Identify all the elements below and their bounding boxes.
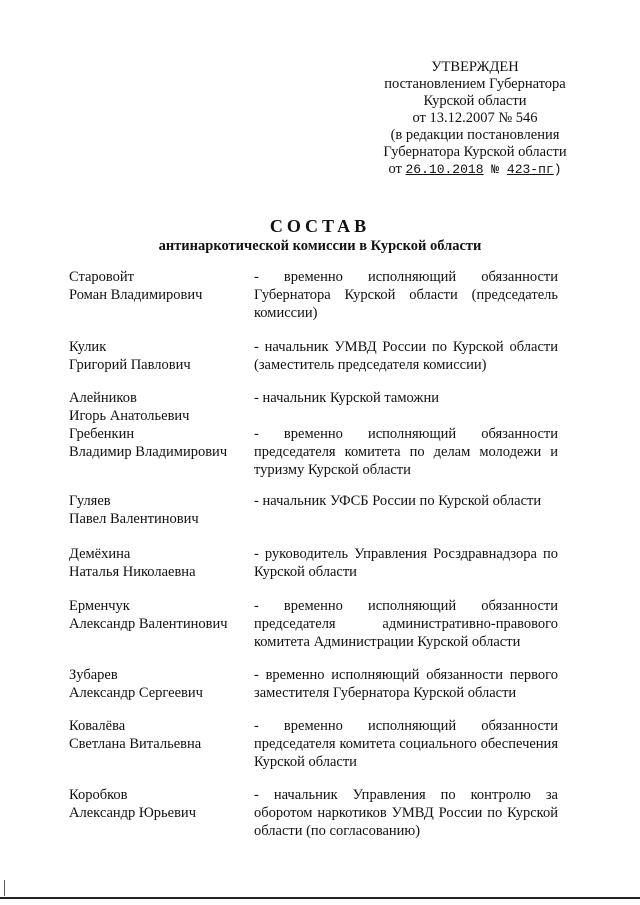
member-role: - начальник УФСБ России по Курской области bbox=[254, 493, 542, 509]
amendment-date: 26.10.2018 bbox=[405, 162, 484, 177]
member-role: - временно исполняющий обязанности Губернатора Курской области (председатель комиссии) bbox=[254, 269, 558, 321]
member-name bbox=[69, 492, 249, 528]
member-role: - временно исполняющий обязанности председателя комитета социального обеспечения Курской области bbox=[254, 718, 558, 770]
member-given-names: Александр Сергеевич bbox=[69, 685, 203, 701]
member-surname: Ковалёва bbox=[69, 718, 126, 734]
member-name bbox=[69, 786, 249, 822]
page-bottom-edge bbox=[0, 897, 640, 899]
member-surname: Ерменчук bbox=[69, 598, 130, 614]
member-given-names: Роман Владимирович bbox=[69, 287, 203, 303]
member-name bbox=[69, 666, 249, 702]
amendment-number: 423-пг bbox=[506, 162, 554, 177]
member-role: - временно исполняющий обязанности первого заместителя Губернатора Курской области bbox=[254, 667, 558, 701]
member-given-names: Александр Валентинович bbox=[69, 616, 228, 632]
member-given-names: Игорь Анатольевич bbox=[69, 408, 190, 424]
approval-line: (в редакции постановления bbox=[390, 127, 560, 143]
member-surname: Гребенкин bbox=[69, 426, 135, 442]
member-surname: Гуляев bbox=[69, 493, 111, 509]
member-surname: Старовойт bbox=[69, 269, 135, 285]
member-role: - временно исполняющий обязанности председателя административно-правового комитета Администрации Курской области bbox=[254, 598, 558, 650]
member-name bbox=[69, 389, 249, 425]
member-given-names: Григорий Павлович bbox=[69, 357, 191, 373]
member-name bbox=[69, 425, 249, 461]
member-role: - временно исполняющий обязанности председателя комитета по делам молодежи и туризму Курской области bbox=[254, 426, 558, 478]
member-given-names: Наталья Николаевна bbox=[69, 564, 196, 580]
member-name bbox=[69, 717, 249, 753]
approval-line: Курской области bbox=[423, 93, 527, 109]
member-given-names: Александр Юрьевич bbox=[69, 805, 196, 821]
member-role: - руководитель Управления Росздравнадзора по Курской области bbox=[254, 546, 558, 580]
amendment-prefix: от bbox=[388, 161, 406, 177]
member-role: - начальник Управления по контролю за оборотом наркотиков УМВД России по Курской области (по согласованию) bbox=[254, 787, 558, 839]
member-name bbox=[69, 545, 249, 581]
document-title: СОСТАВ bbox=[269, 216, 371, 236]
member-name bbox=[69, 268, 249, 304]
scan-edge-mark bbox=[4, 880, 5, 896]
document-subtitle: антинаркотической комиссии в Курской области bbox=[158, 238, 482, 254]
approval-line: от 13.12.2007 № 546 bbox=[412, 110, 538, 126]
approval-line: Губернатора Курской области bbox=[383, 144, 567, 160]
approval-line: постановлением Губернатора bbox=[384, 76, 566, 92]
member-surname: Зубарев bbox=[69, 667, 118, 683]
member-given-names: Павел Валентинович bbox=[69, 511, 199, 527]
member-role: - начальник Курской таможни bbox=[254, 390, 439, 406]
amendment-number-sign: № bbox=[483, 162, 507, 177]
member-surname: Коробков bbox=[69, 787, 128, 803]
member-given-names: Светлана Витальевна bbox=[69, 736, 202, 752]
member-surname: Алейников bbox=[69, 390, 137, 406]
amendment-suffix: ) bbox=[553, 162, 562, 177]
approval-heading: УТВЕРЖДЕН bbox=[431, 59, 519, 75]
member-surname: Кулик bbox=[69, 339, 107, 355]
member-role: - начальник УМВД России по Курской области (заместитель председателя комиссии) bbox=[254, 339, 558, 373]
member-given-names: Владимир Владимирович bbox=[69, 444, 228, 460]
member-name bbox=[69, 338, 249, 374]
member-surname: Демёхина bbox=[69, 546, 131, 562]
member-name bbox=[69, 597, 249, 633]
